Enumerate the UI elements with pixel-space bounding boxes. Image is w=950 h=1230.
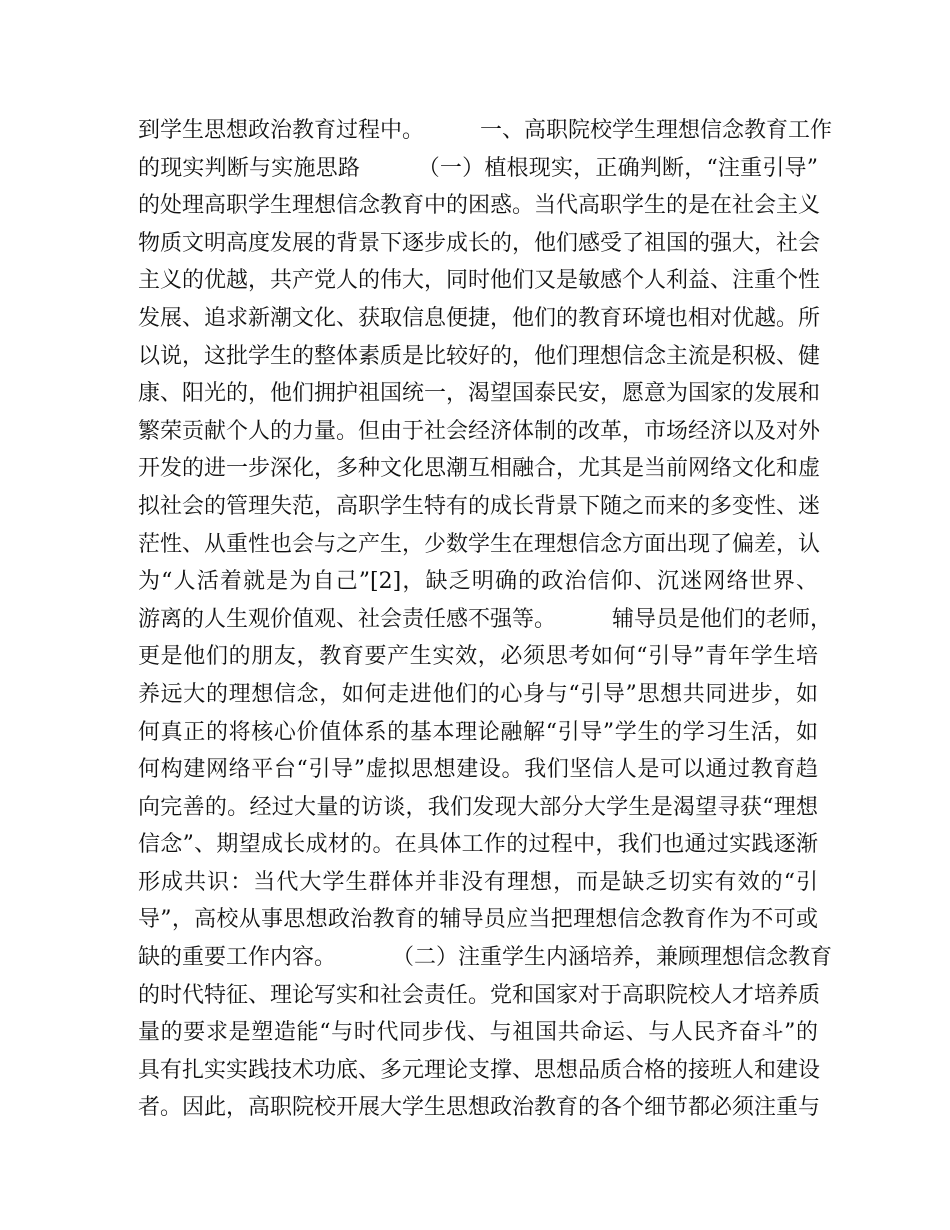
- text-line: 向完善的。经过大量的访谈，我们发现大部分大学生是渴望寻获“理想: [138, 794, 818, 820]
- text-line: 更是他们的朋友，教育要产生实效，必须思考如何“引导”青年学生培: [138, 644, 818, 670]
- text-line: 开发的进一步深化，多种文化思潮互相融合，尤其是当前网络文化和虚: [138, 456, 821, 482]
- text-line: 养远大的理想信念，如何走进他们的心身与“引导”思想共同进步，如: [138, 681, 818, 707]
- text-line: 何真正的将核心价值体系的基本理论融解“引导”学生的学习生活，如: [138, 719, 818, 745]
- text-line: 物质文明高度发展的背景下逐步成长的，他们感受了祖国的强大，社会: [138, 230, 821, 256]
- text-line: 形成共识：当代大学生群体并非没有理想，而是缺乏切实有效的“引: [138, 869, 818, 895]
- text-line: 的处理高职学生理想信念教育中的困惑。当代高职学生的是在社会主义: [138, 193, 821, 219]
- text-line: 缺的重要工作内容。 （二）注重学生内涵培养，兼顾理想信念教育: [138, 945, 832, 971]
- text-line: 以说，这批学生的整体素质是比较好的，他们理想信念主流是积极、健: [138, 343, 821, 369]
- text-line: 者。因此，高职院校开展大学生思想政治教育的各个细节都必须注重与: [138, 1095, 821, 1121]
- text-line: 到学生思想政治教育过程中。 一、高职院校学生理想信念教育工作: [138, 118, 832, 143]
- text-line: 繁荣贡献个人的力量。但由于社会经济体制的改革，市场经济以及对外: [138, 418, 821, 444]
- text-line: 发展、追求新潮文化、获取信息便捷，他们的教育环境也相对优越。所: [138, 305, 821, 331]
- text-line: 的现实判断与实施思路 （一）植根现实，正确判断，“注重引导”: [138, 155, 818, 181]
- text-line: 茫性、从重性也会与之产生，少数学生在理想信念方面出现了偏差，认: [138, 531, 821, 557]
- text-line: 导”，高校从事思想政治教育的辅导员应当把理想信念教育作为不可或: [138, 907, 818, 933]
- text-line: 具有扎实实践技术功底、多元理论支撑、思想品质合格的接班人和建设: [138, 1057, 821, 1083]
- text-line: 为“人活着就是为自己”[2]，缺乏明确的政治信仰、沉迷网络世界、: [138, 569, 818, 595]
- text-line: 的时代特征、理论写实和社会责任。党和国家对于高职院校人才培养质: [138, 982, 821, 1008]
- text-line: 何构建网络平台“引导”虚拟思想建设。我们坚信人是可以通过教育趋: [138, 757, 818, 783]
- text-line: 康、阳光的，他们拥护祖国统一，渴望国泰民安，愿意为国家的发展和: [138, 381, 821, 407]
- body-text: [138, 112, 832, 1127]
- text-line: 信念”、期望成长成材的。在具体工作的过程中，我们也通过实践逐渐: [138, 832, 818, 858]
- text-line: 量的要求是塑造能“与时代同步伐、与祖国共命运、与人民齐奋斗”的: [138, 1020, 818, 1046]
- text-line: 主义的优越，共产党人的伟大，同时他们又是敏感个人利益、注重个性: [138, 268, 821, 294]
- text-line: 游离的人生观价值观、社会责任感不强等。 辅导员是他们的老师，: [138, 606, 832, 632]
- text-line: 拟社会的管理失范，高职学生特有的成长背景下随之而来的多变性、迷: [138, 493, 821, 519]
